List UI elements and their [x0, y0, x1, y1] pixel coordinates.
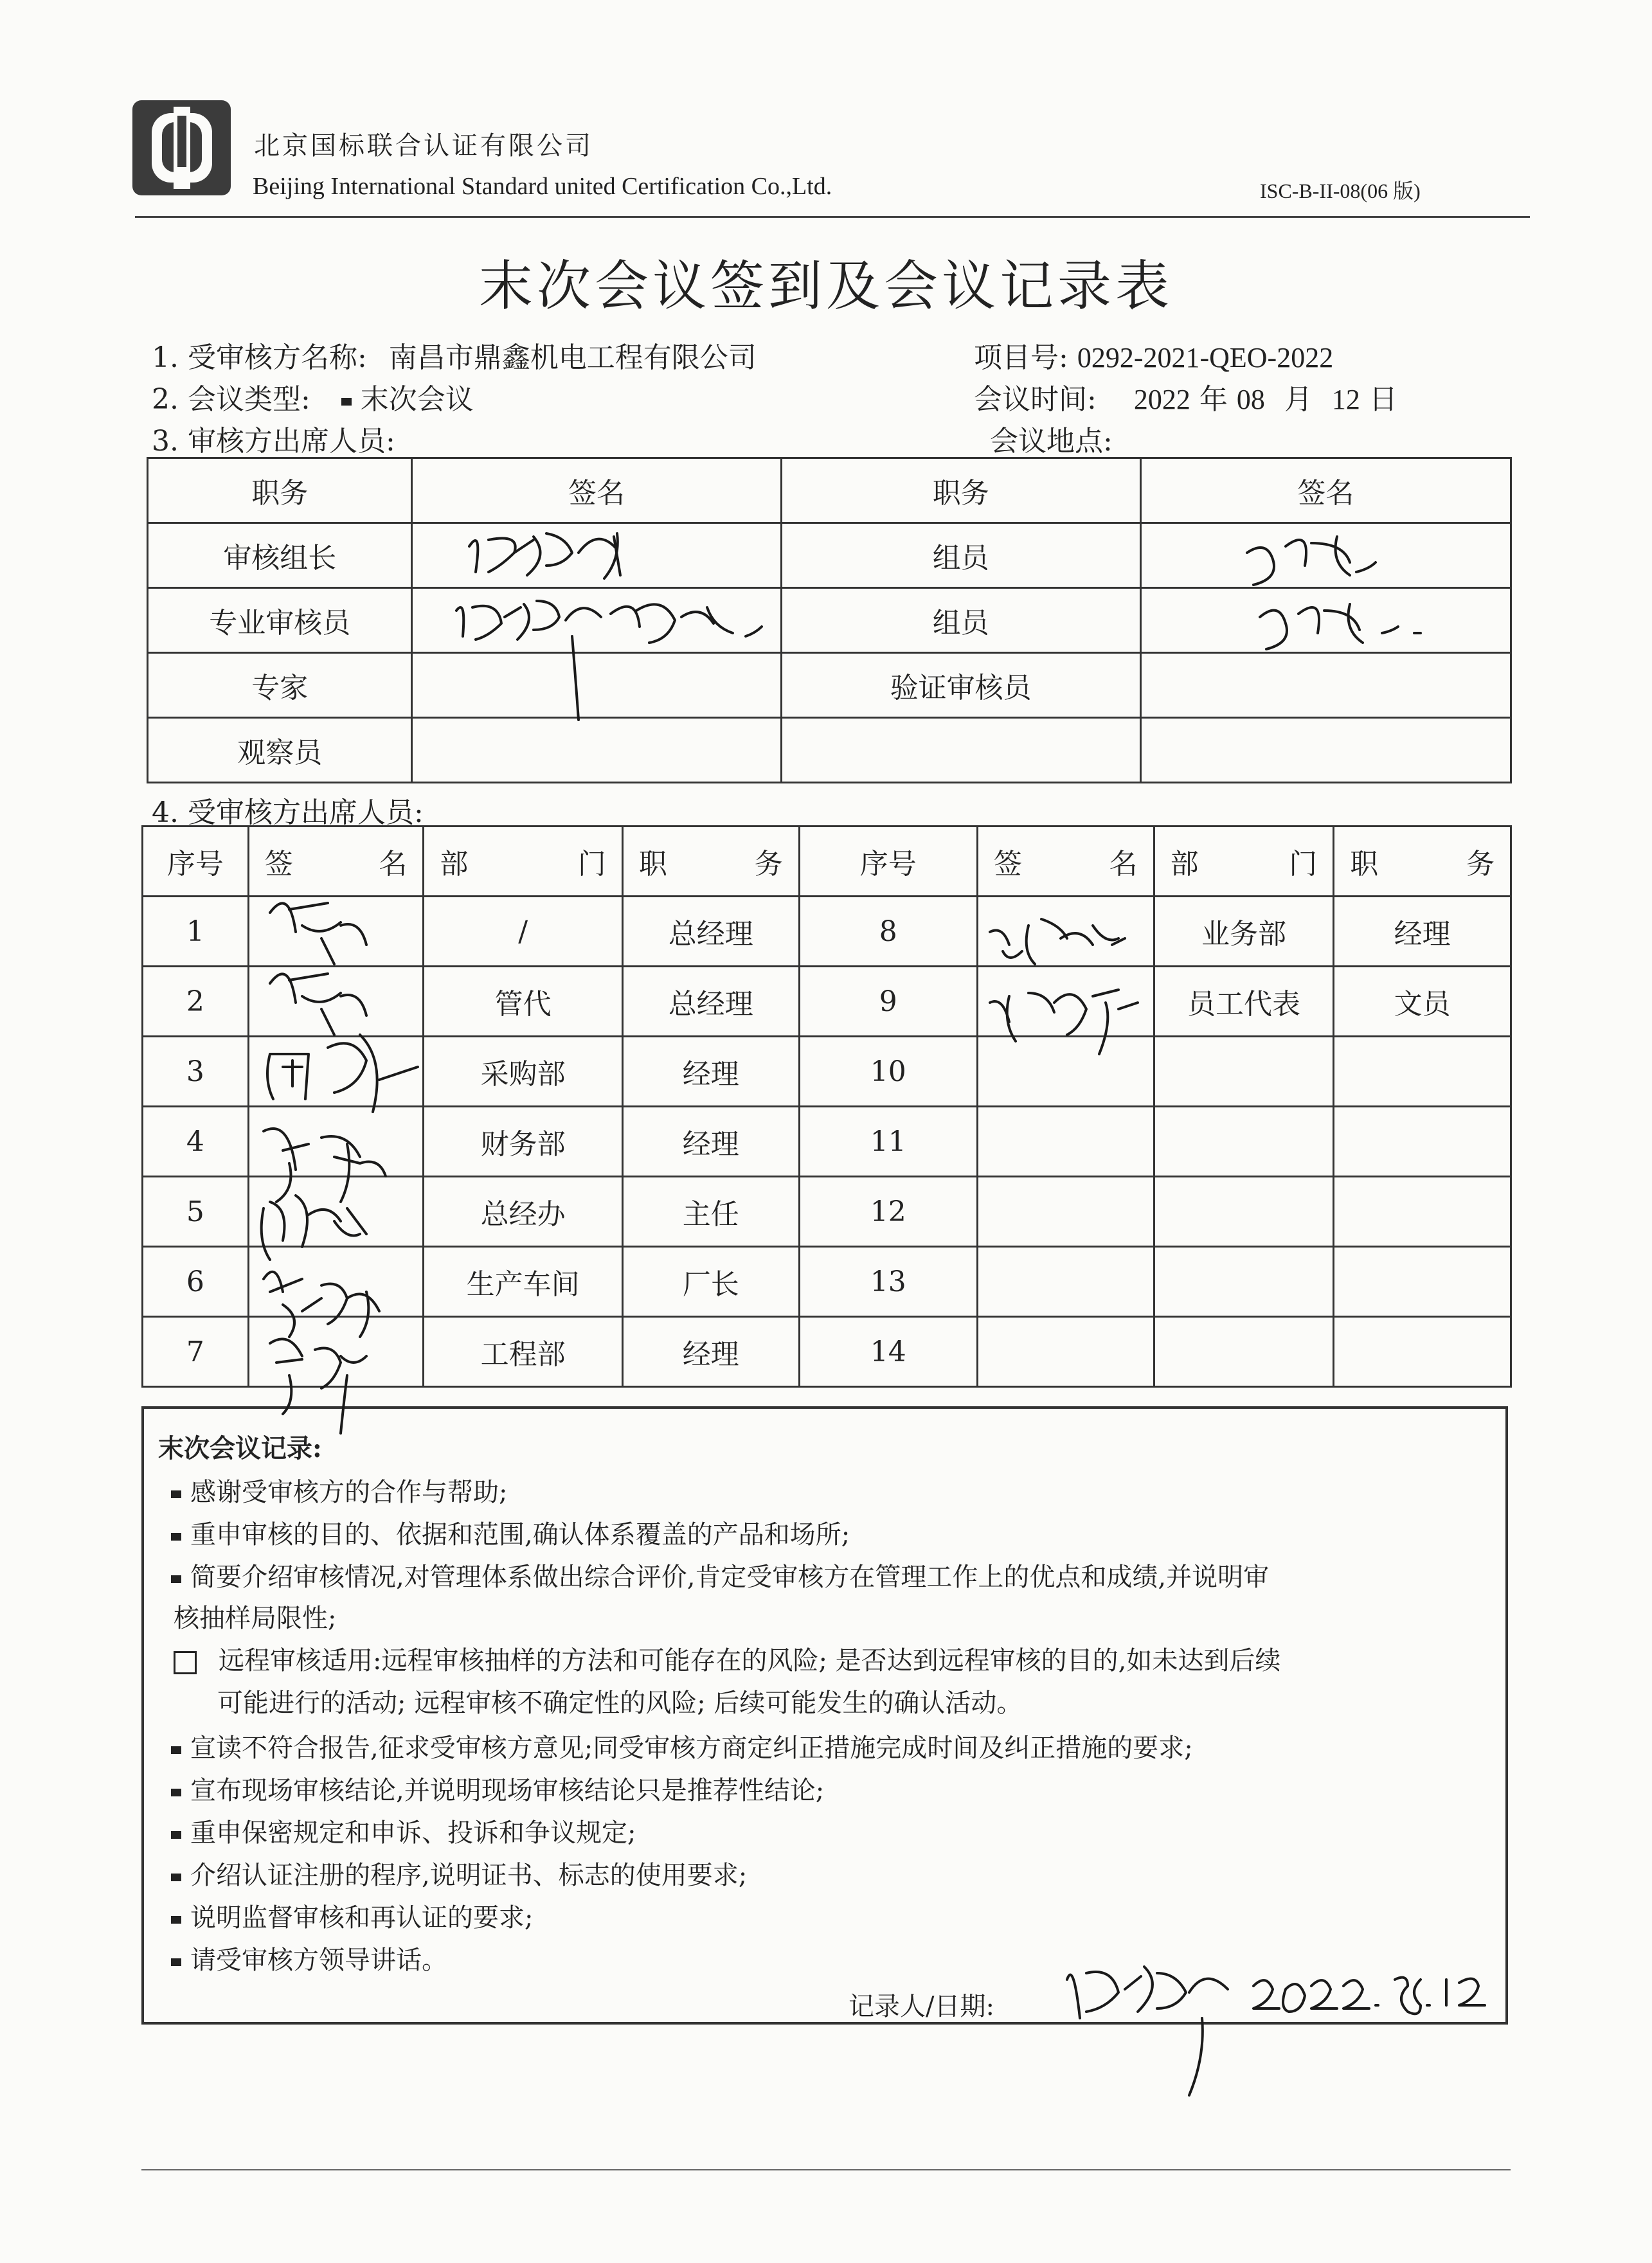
- company-name-en: Beijing International Standard united Certification Co.,Ltd.: [253, 173, 832, 200]
- signature-scribble: [270, 974, 366, 1035]
- position-cell: 主任: [622, 1177, 799, 1247]
- role-cell: 专家: [148, 653, 412, 718]
- meeting-type-label: 2. 会议类型:: [152, 383, 310, 416]
- document-title: 末次会议签到及会议记录表: [478, 255, 1173, 318]
- signature-scribble: [264, 1129, 386, 1202]
- year-unit: 年: [1199, 383, 1228, 416]
- record-item-continuation: 可能进行的活动; 远程审核不确定性的风险; 后续可能发生的确认活动。: [217, 1688, 1023, 1718]
- record-item: 感谢受审核方的合作与帮助;: [171, 1472, 507, 1508]
- header-position: 职 务: [622, 827, 799, 897]
- role-cell: 专业审核员: [148, 588, 412, 653]
- position-cell: 经理: [1334, 897, 1511, 967]
- department-cell: 员工代表: [1154, 967, 1334, 1037]
- row-no: 8: [799, 897, 977, 967]
- header-signature: 签名: [412, 458, 781, 523]
- signature-scribble: [270, 1339, 366, 1433]
- record-item: 重申保密规定和申诉、投诉和争议规定;: [171, 1812, 636, 1849]
- meeting-month: 08: [1236, 384, 1265, 415]
- role-cell: 验证审核员: [781, 653, 1140, 718]
- record-item-continuation: 核抽样局限性;: [174, 1604, 337, 1633]
- signature-scribble: [1067, 1967, 1228, 2095]
- header-role: 职务: [148, 458, 412, 523]
- project-value: 0292-2021-QEO-2022: [1077, 342, 1334, 373]
- auditee-value: 南昌市鼎鑫机电工程有限公司: [388, 341, 757, 374]
- footer-divider: [141, 2169, 1511, 2170]
- position-cell: 文员: [1334, 967, 1511, 1037]
- row-no: 10: [799, 1037, 977, 1107]
- month-unit: 月: [1284, 383, 1313, 416]
- meeting-day: 12: [1331, 384, 1360, 415]
- record-heading: 末次会议记录:: [158, 1433, 322, 1463]
- recorder-label: 记录人/日期:: [848, 1992, 994, 2021]
- position-cell: 总经理: [622, 897, 799, 967]
- record-item: 说明监督审核和再认证的要求;: [171, 1897, 533, 1934]
- row-no: 3: [143, 1037, 249, 1107]
- header-signature: 签名: [1140, 458, 1511, 523]
- signature-scribble: [264, 1272, 379, 1337]
- meeting-place-label: 会议地点:: [990, 425, 1113, 458]
- position-cell: 厂长: [622, 1247, 799, 1317]
- department-cell: 生产车间: [424, 1247, 623, 1317]
- signature-scribble: [270, 903, 366, 964]
- role-cell: 审核组长: [148, 523, 412, 588]
- header-signature: 签 名: [248, 827, 424, 897]
- row-no: 9: [799, 967, 977, 1037]
- row-no: 2: [143, 967, 249, 1037]
- signature-scribble: [456, 601, 601, 720]
- auditor-attendees-label: 3. 审核方出席人员:: [152, 425, 395, 458]
- record-item: 宣读不符合报告,征求受审核方意见;同受审核方商定纠正措施完成时间及纠正措施的要求;: [171, 1728, 1193, 1764]
- row-no: 4: [143, 1107, 249, 1177]
- department-cell: 管代: [424, 967, 623, 1037]
- header-position: 职 务: [1334, 827, 1511, 897]
- department-cell: 采购部: [424, 1037, 623, 1107]
- row-no: 13: [799, 1247, 977, 1317]
- signature-scribble: [990, 919, 1125, 964]
- form-code: ISC-B-II-08(06 版): [1260, 179, 1421, 202]
- row-no: 11: [799, 1107, 977, 1177]
- signature-scribble: [469, 533, 620, 578]
- header-department: 部 门: [1154, 827, 1334, 897]
- row-no: 12: [799, 1177, 977, 1247]
- role-cell: 观察员: [148, 718, 412, 783]
- day-unit: 日: [1369, 383, 1397, 416]
- row-no: 1: [143, 897, 249, 967]
- company-name-cn: 北京国标联合认证有限公司: [254, 131, 593, 161]
- record-item: 介绍认证注册的程序,说明证书、标志的使用要求;: [171, 1855, 747, 1892]
- record-item: 简要介绍审核情况,对管理体系做出综合评价,肯定受审核方在管理工作上的优点和成绩,并说明审: [171, 1557, 1269, 1593]
- project-label: 项目号:: [974, 341, 1068, 374]
- row-no: 6: [143, 1247, 249, 1317]
- signature-scribble: [262, 1195, 366, 1260]
- header-signature: 签 名: [978, 827, 1154, 897]
- record-item-unchecked: 远程审核适用:远程审核抽样的方法和可能存在的风险; 是否达到远程审核的目的,如未达到后续: [174, 1640, 1280, 1677]
- auditee-label: 1. 受审核方名称:: [152, 341, 367, 374]
- department-cell: 工程部: [424, 1317, 623, 1387]
- row-no: 14: [799, 1317, 977, 1387]
- record-item: 重申审核的目的、依据和范围,确认体系覆盖的产品和场所;: [171, 1514, 850, 1551]
- auditee-attendees-label: 4. 受审核方出席人员:: [152, 796, 424, 829]
- signature-scribble: [1260, 604, 1421, 649]
- meeting-type-value: 末次会议: [360, 383, 474, 416]
- department-cell: /: [424, 897, 623, 967]
- signature-scribble: [267, 1035, 418, 1112]
- department-cell: 总经办: [424, 1177, 623, 1247]
- department-cell: 财务部: [424, 1107, 623, 1177]
- signature-scribble: [1247, 537, 1376, 585]
- header-role: 职务: [781, 458, 1140, 523]
- position-cell: 经理: [622, 1107, 799, 1177]
- meeting-year: 2022: [1133, 384, 1190, 415]
- signature-scribble: [611, 604, 762, 643]
- position-cell: 经理: [622, 1037, 799, 1107]
- signature-scribble: [990, 990, 1138, 1054]
- position-cell: 总经理: [622, 967, 799, 1037]
- department-cell: 业务部: [1154, 897, 1334, 967]
- row-no: 5: [143, 1177, 249, 1247]
- meeting-time-label: 会议时间:: [974, 383, 1097, 416]
- row-no: 7: [143, 1317, 249, 1387]
- record-item: 宣布现场审核结论,并说明现场审核结论只是推荐性结论;: [171, 1770, 824, 1807]
- role-cell: 组员: [781, 523, 1140, 588]
- header-no: 序号: [799, 827, 977, 897]
- header-department: 部 门: [424, 827, 623, 897]
- position-cell: 经理: [622, 1317, 799, 1387]
- role-cell: 组员: [781, 588, 1140, 653]
- header-no: 序号: [143, 827, 249, 897]
- record-item: 请受审核方领导讲话。: [171, 1940, 447, 1976]
- signature-scribble: [1253, 1978, 1485, 2014]
